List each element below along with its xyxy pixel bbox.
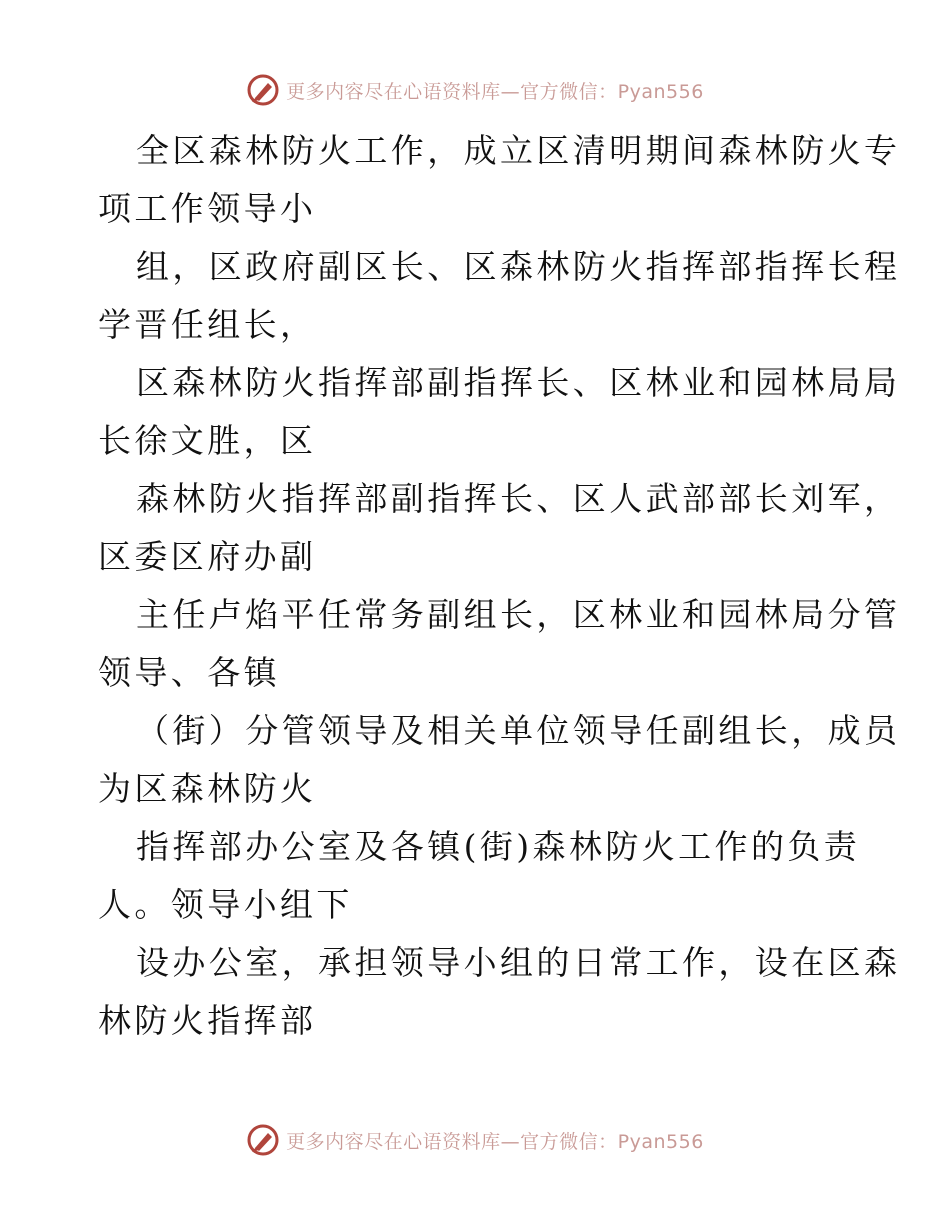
pen-nib-logo-icon <box>246 73 280 107</box>
text-line: 主任卢焰平任常务副组长，区林业和园林局分管 <box>136 595 901 634</box>
header-banner-text: 更多内容尽在心语资料库—官方微信：Pyan556 <box>286 80 704 103</box>
text-line: 区森林防火指挥部副指挥长、区林业和园林局局 <box>136 363 901 402</box>
text-line: 森林防火指挥部副指挥长、区人武部部长刘军， <box>136 479 901 518</box>
text-line: 长徐文胜，区 <box>98 421 317 460</box>
text-line: 全区森林防火工作，成立区清明期间森林防火专 <box>136 131 901 170</box>
pen-nib-logo-icon <box>246 1123 280 1157</box>
text-line: 区委区府办副 <box>98 537 317 576</box>
text-line: 林防火指挥部 <box>98 1001 317 1040</box>
text-line: 为区森林防火 <box>98 769 317 808</box>
text-line: 指挥部办公室及各镇(街)森林防火工作的负责 <box>136 827 861 866</box>
footer-banner-text: 更多内容尽在心语资料库—官方微信：Pyan556 <box>286 1130 704 1153</box>
text-line: 组，区政府副区长、区森林防火指挥部指挥长程 <box>136 247 901 286</box>
text-line: 项工作领导小 <box>98 189 317 228</box>
text-line: 设办公室，承担领导小组的日常工作，设在区森 <box>136 943 901 982</box>
footer-banner <box>0 1120 950 1160</box>
document-body <box>98 122 901 1050</box>
text-line: （街）分管领导及相关单位领导任副组长，成员 <box>136 711 901 750</box>
header-banner <box>0 70 950 110</box>
text-line: 人。领导小组下 <box>98 885 353 924</box>
text-line: 学晋任组长， <box>98 305 317 344</box>
text-line: 领导、各镇 <box>98 653 280 692</box>
